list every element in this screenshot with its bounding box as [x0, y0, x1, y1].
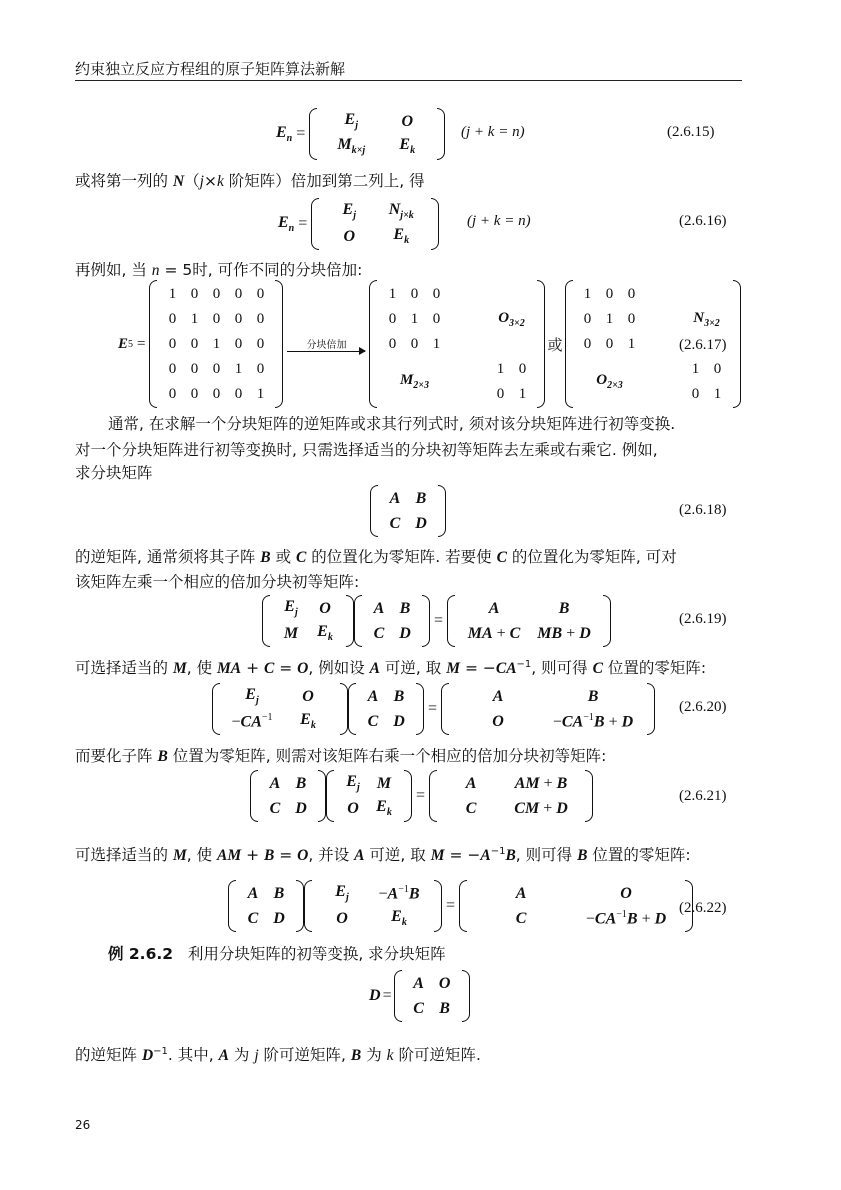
equation-2-6-19: $E_j$ O M $E_k$ A B C D = A B MA + C MB + D [262, 595, 611, 647]
equation-2-6-15: $E_n$ = $E_j$ O $M_{k\times j}$ $E_k$ [276, 108, 445, 160]
header-rule [75, 80, 742, 81]
equation-number: (2.6.15) [667, 124, 715, 140]
equation-number: (2.6.22) [679, 900, 727, 916]
paragraph: 该矩阵左乘一个相应的倍加分块初等矩阵: [75, 573, 360, 591]
equation-2-6-17: E 5 = 1 0 0 0 0 0 1 0 0 0 0 0 1 0 0 0 0 0 1 0 0 0 0 0 1 分块倍加 1 0 0 0 1 0 $O_{3\times 2}$ 0 0 1 $M_{2\times 3}$ 1 0 0 1 或 1 0 0 0 1 0 $N_{3\times 2}$ 0 0 1 $O_{2\times 3}$ 1 0 0 1 [118, 280, 741, 408]
equation-number: (2.6.19) [679, 611, 727, 627]
matrix-d-definition: D = A O C B [369, 970, 470, 1022]
paragraph: 求分块矩阵 [75, 464, 153, 482]
paragraph: 可选择适当的 M, 使 MA + C = O, 例如设 A 可逆, 取 $M = -CA^{-1}$, 则可得 C 位置的零矩阵: [75, 658, 707, 677]
block-addition-arrow: 分块倍加 [287, 336, 365, 352]
equation-number: (2.6.16) [679, 213, 727, 229]
equation-2-6-18: A B C D [370, 485, 446, 537]
paragraph: 的逆矩阵 $D^{-1}$. 其中, A 为 j 阶可逆矩阵, B 为 k 阶可逆矩阵. [75, 1045, 481, 1064]
equation-number: (2.6.21) [679, 788, 727, 804]
equation-number: (2.6.17) [679, 337, 727, 353]
equation-2-6-20: $E_j$ O $-CA^{-1}$ $E_k$ A B C D = A B O $-CA^{-1}B + D$ [212, 683, 655, 735]
paragraph: 再例如, 当 n = 5时, 可作不同的分块倍加: [75, 261, 363, 279]
paragraph: 对一个分块矩阵进行初等变换时, 只需选择适当的分块初等矩阵去左乘或右乘它. 例如, [75, 441, 658, 459]
equation-number: (2.6.20) [679, 699, 727, 715]
paragraph: 通常, 在求解一个分块矩阵的逆矩阵或求其行列式时, 须对该分块矩阵进行初等变换. [108, 415, 676, 433]
example-heading: 例 2.6.2 利用分块矩阵的初等变换, 求分块矩阵 [108, 945, 446, 963]
equation-2-6-22: A B C D $E_j$ $-A^{-1}B$ O $E_k$ = A O C $-CA^{-1}B + D$ [228, 880, 693, 932]
condition-2-6-16: (j + k = n) [467, 213, 531, 229]
paragraph: 可选择适当的 M, 使 AM + B = O, 并设 A 可逆, 取 $M = -A^{-1}B$, 则可得 B 位置的零矩阵: [75, 845, 691, 864]
paragraph: 而要化子阵 B 位置为零矩阵, 则需对该矩阵右乘一个相应的倍加分块初等矩阵: [75, 747, 607, 765]
equation-2-6-16: $E_n$ = $E_j$ $N_{j\times k}$ O $E_k$ [278, 198, 439, 250]
paragraph: 的逆矩阵, 通常须将其子阵 B 或 C 的位置化为零矩阵. 若要使 C 的位置化为零矩阵, 可对 [75, 548, 677, 566]
equation-2-6-21: A B C D $E_j$ M O $E_k$ = A AM + B C CM + D [250, 770, 593, 822]
page-number: 26 [75, 1118, 91, 1132]
paragraph: 或将第一列的 N（j×k 阶矩阵）倍加到第二列上, 得 [75, 172, 425, 190]
condition-2-6-15: (j + k = n) [461, 124, 525, 140]
running-header: 约束独立反应方程组的原子矩阵算法新解 [75, 60, 346, 78]
equation-number: (2.6.18) [679, 502, 727, 518]
